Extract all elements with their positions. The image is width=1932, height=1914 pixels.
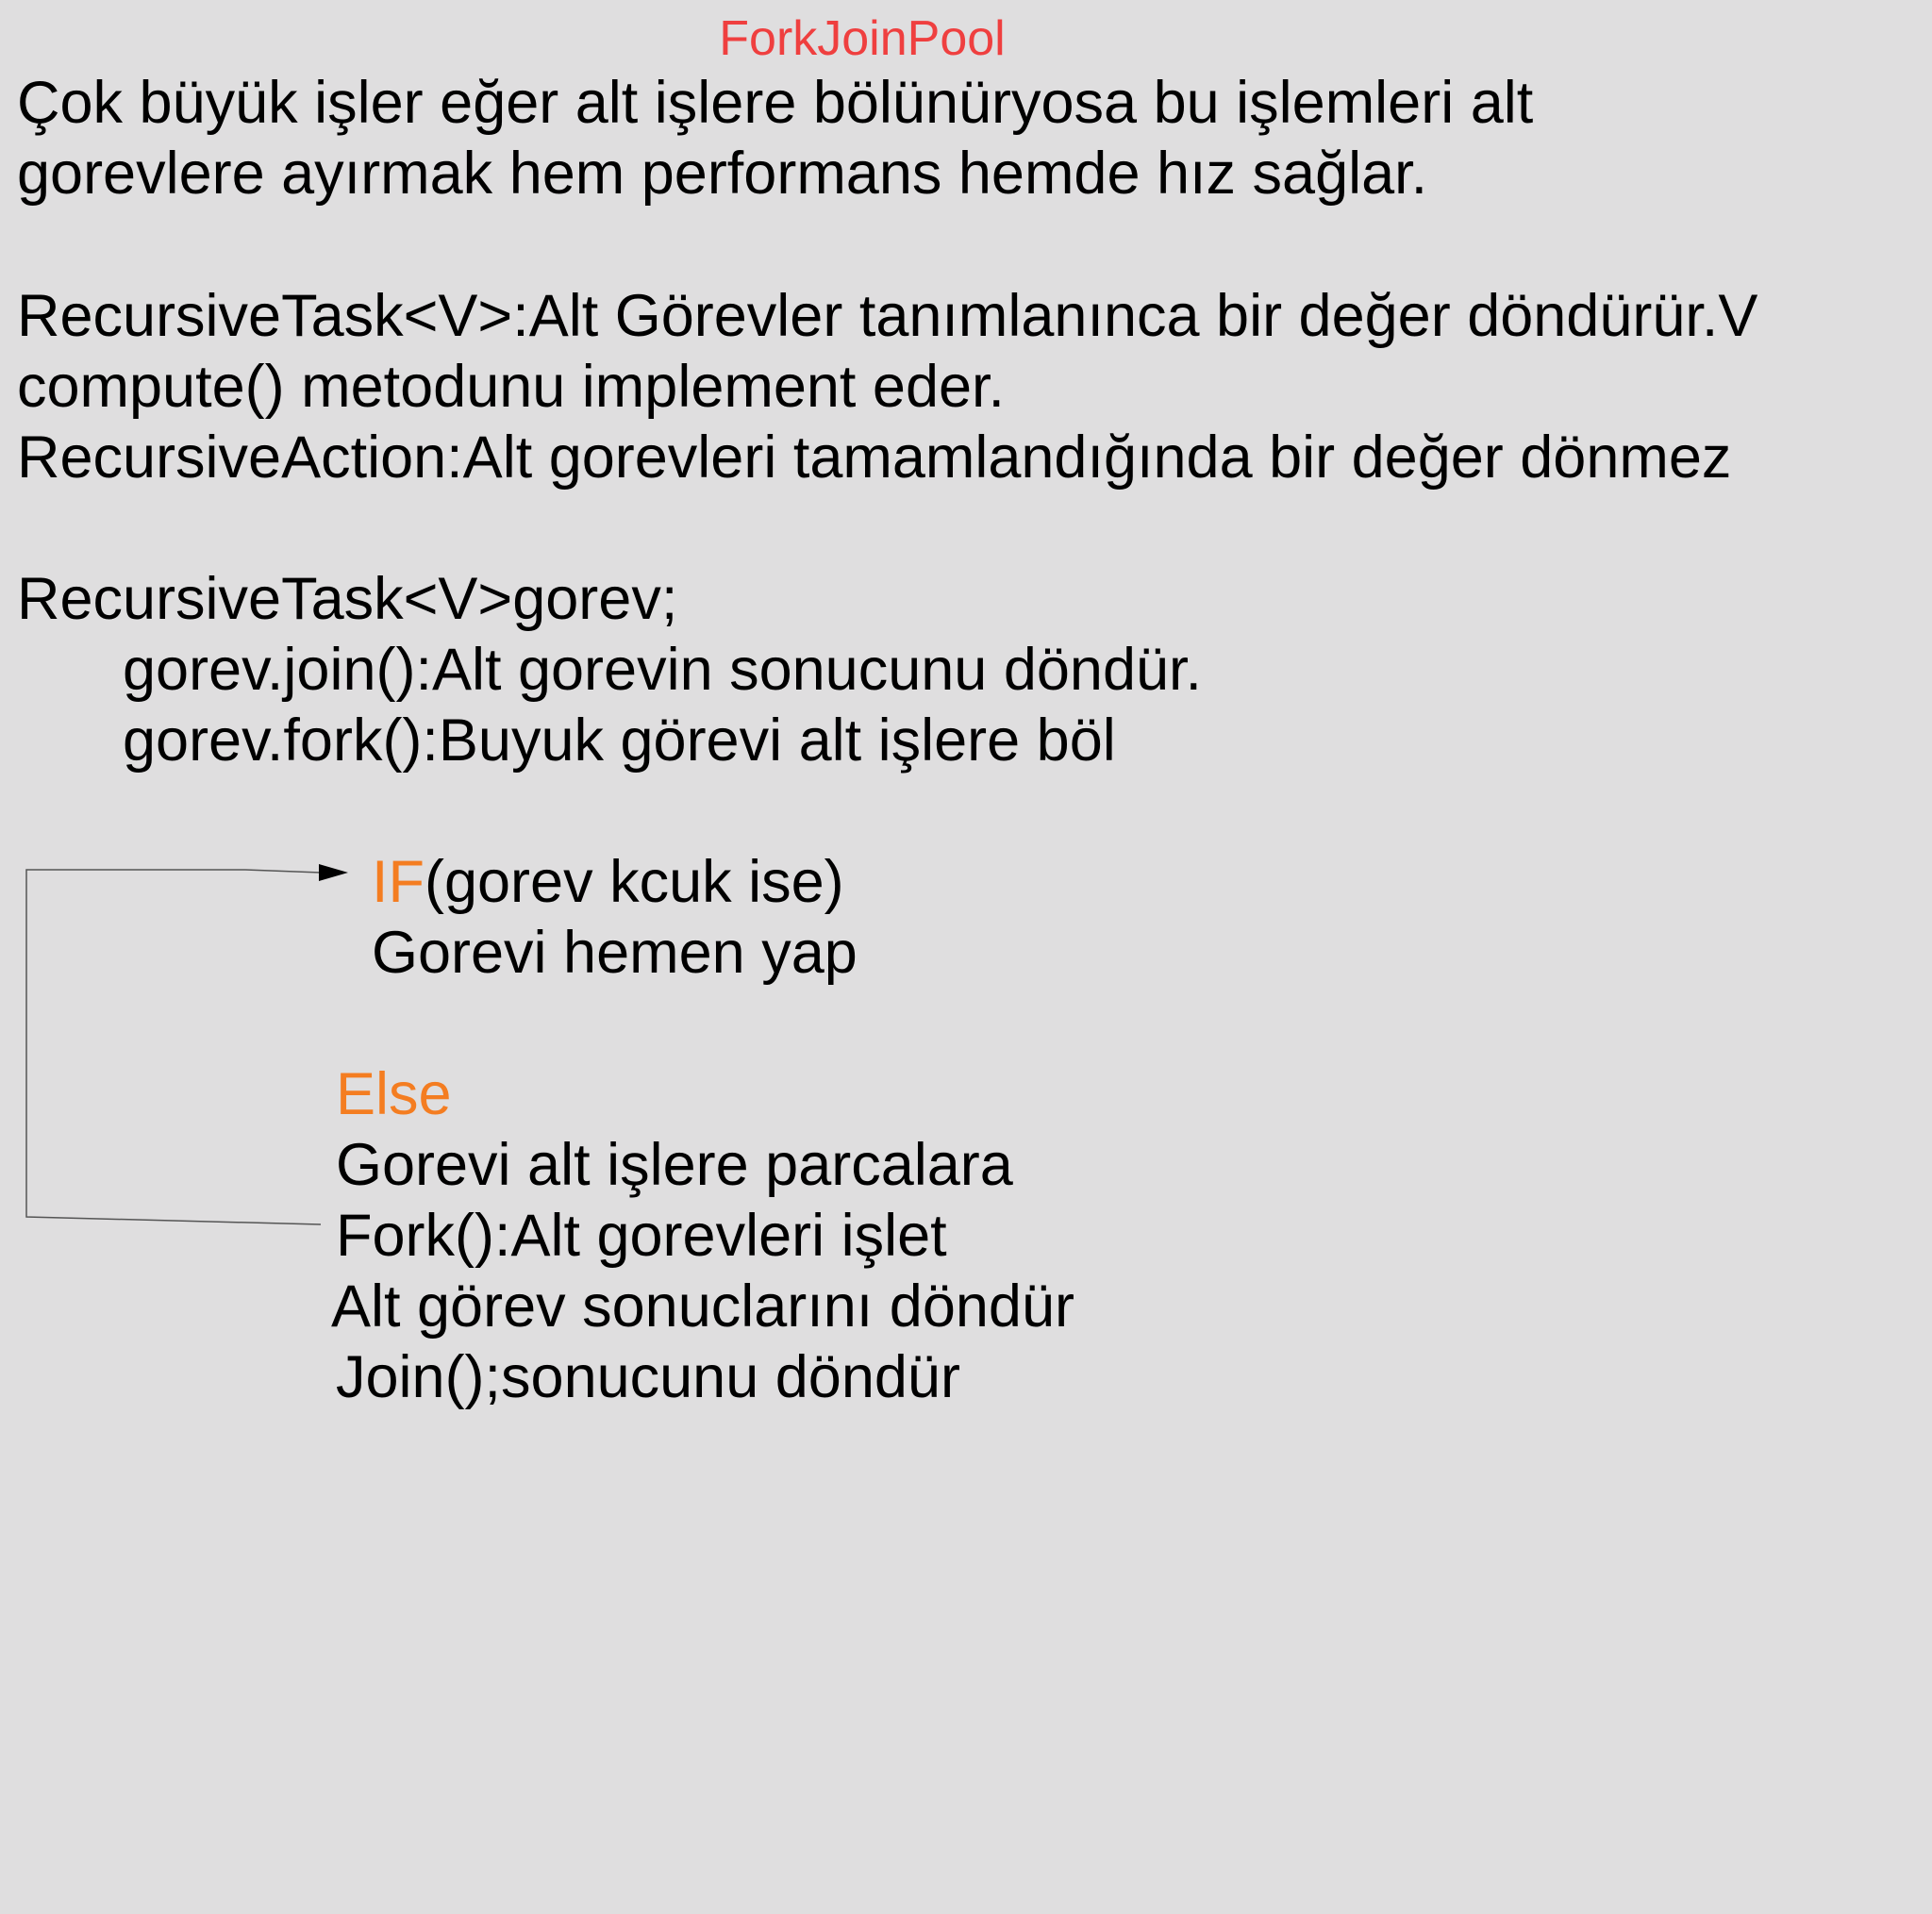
recursion-connector-line <box>26 870 321 1224</box>
if-keyword: IF <box>372 849 425 915</box>
recursive-task-compute: compute() metodunu implement eder. <box>17 354 1006 420</box>
else-line-results: Alt görev sonuclarını döndür <box>331 1273 1074 1340</box>
recursive-task-definition: RecursiveTask<V>:Alt Görevler tanımlanınca bir değer döndürür.V <box>17 283 1758 349</box>
page-title: ForkJoinPool <box>719 11 1006 66</box>
intro-line-2: gorevlere ayırmak hem performans hemde hız sağlar. <box>17 141 1428 207</box>
arrow-head-icon <box>319 864 348 881</box>
join-description: gorev.join():Alt gorevin sonucunu döndür. <box>123 637 1203 703</box>
else-keyword: Else <box>336 1061 452 1127</box>
else-line-split: Gorevi alt işlere parcalara <box>336 1132 1013 1198</box>
else-line-fork: Fork():Alt gorevleri işlet <box>336 1203 947 1269</box>
if-statement <box>372 847 844 918</box>
else-line-join: Join();sonucunu döndür <box>336 1344 960 1410</box>
intro-line-1: Çok büyük işler eğer alt işlere bölünüryosa bu işlemleri alt <box>17 70 1534 136</box>
fork-description: gorev.fork():Buyuk görevi alt işlere böl <box>123 707 1116 774</box>
recursive-action-definition: RecursiveAction:Alt gorevleri tamamlandığında bir değer dönmez <box>17 424 1732 491</box>
task-declaration: RecursiveTask<V>gorev; <box>17 566 678 632</box>
if-body: Gorevi hemen yap <box>372 920 858 986</box>
if-condition: (gorev kcuk ise) <box>425 849 844 915</box>
